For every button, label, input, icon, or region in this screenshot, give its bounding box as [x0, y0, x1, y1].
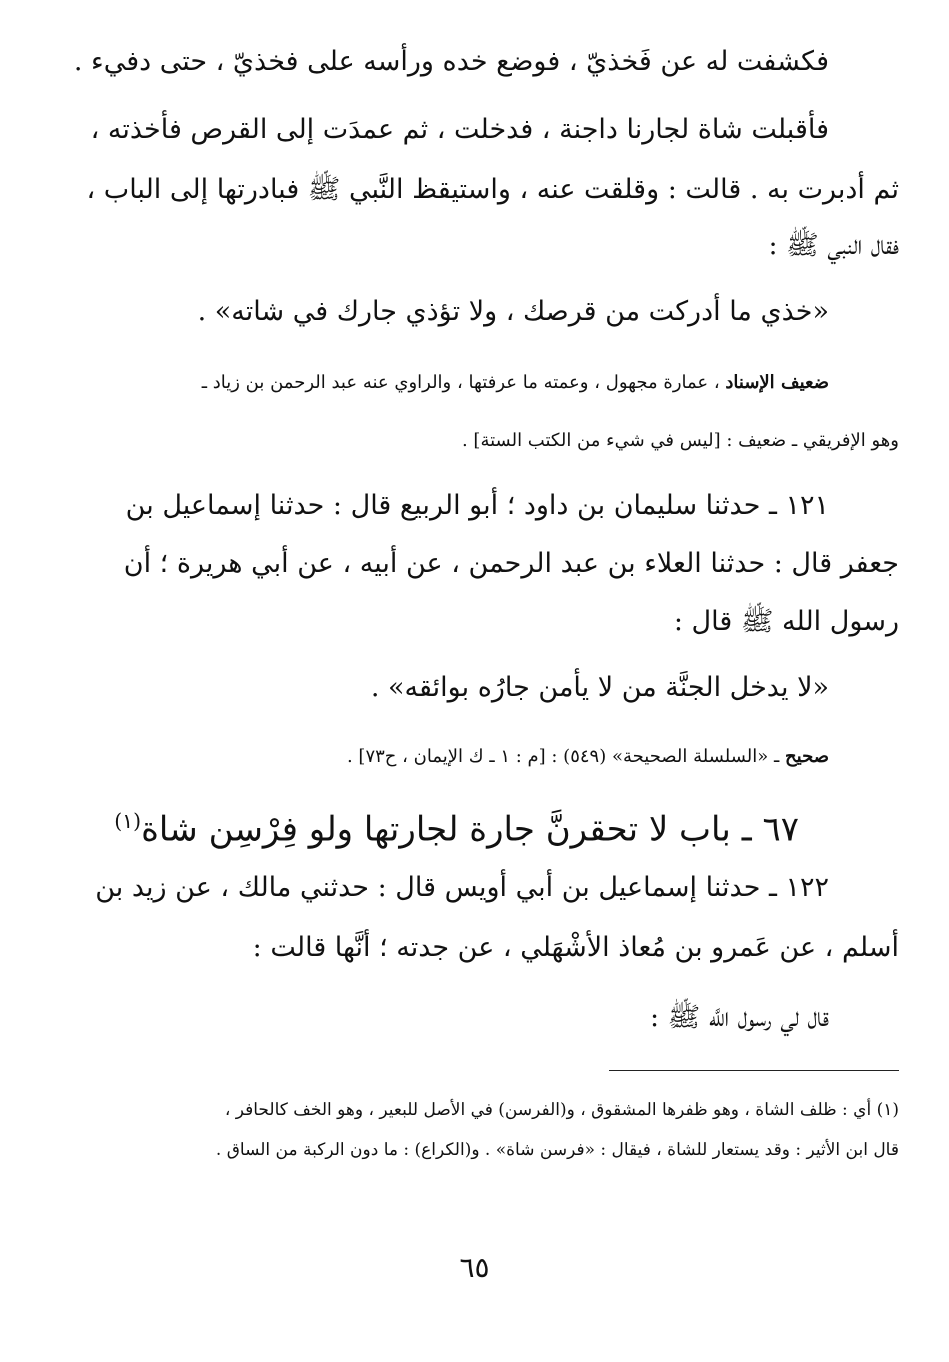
footnote-ref: (١)	[114, 809, 142, 833]
grading-text: ـ «السلسلة الصحيحة» (٥٤٩) : [م : ١ ـ ك الإيمان ، ح٧٣] .	[346, 746, 786, 767]
grading-note-continued: وهو الإفريقي ـ ضعيف : [ليس في شيء من الكتب الستة] .	[461, 430, 899, 451]
text-line: أسلم ، عن عَمرو بن مُعاذ الأشْهَلي ، عن جدته ؛ أنَّها قالت :	[252, 932, 899, 963]
text-line: فقال النبي ﷺ :	[768, 230, 899, 261]
text-line: ثم أدبرت به . قالت : وقلقت عنه ، واستيقظ النَّبي ﷺ فبادرتها إلى الباب ،	[86, 174, 899, 205]
grading-text: ، عمارة مجهول ، وعمته ما عرفتها ، والراوي عنه عبد الرحمن بن زياد ـ	[201, 372, 726, 393]
text-line: ١٢١ ـ حدثنا سليمان بن داود ؛ أبو الربيع قال : حدثنا إسماعيل بن	[125, 490, 829, 521]
text-line: فكشفت له عن فَخذيّ ، فوضع خده ورأسه على فخذيّ ، حتى دفيء .	[73, 46, 829, 77]
text-line: فأقبلت شاة لجارنا داجنة ، فدخلت ، ثم عمدَت إلى القرص فأخذته ،	[90, 114, 829, 145]
chapter-heading	[50, 796, 799, 854]
grading-note	[50, 368, 829, 398]
text-line: جعفر قال : حدثنا العلاء بن عبد الرحمن ، عن أبيه ، عن أبي هريرة ؛ أن	[123, 548, 899, 579]
footnote-separator	[609, 1070, 899, 1071]
grading-note	[50, 742, 829, 772]
footnote: (١) أي : ظلف الشاة ، وهو ظفرها المشقوق ، و(الفرسن) في الأصل للبعير ، وهو الخف كالحافر ،	[224, 1100, 899, 1120]
grading-label: ضعيف الإسناد	[725, 372, 829, 393]
hadith-quote: «لا يدخل الجنَّة من لا يأمن جارُه بوائقه» .	[370, 672, 829, 703]
hadith-quote: «خذي ما أدركت من قرصك ، ولا تؤذي جارك في شاته» .	[197, 296, 829, 327]
text-line: رسول الله ﷺ قال :	[673, 606, 899, 637]
text-line: قال لي رسول اللَّه ﷺ :	[649, 1002, 829, 1033]
footnote: قال ابن الأثير : وقد يستعار للشاة ، فيقال : «فرسن شاة» . و(الكراع) : ما دون الركبة من الساق .	[215, 1140, 899, 1160]
text-line: ١٢٢ ـ حدثنا إسماعيل بن أبي أويس قال : حدثني مالك ، عن زيد بن	[95, 872, 829, 903]
grading-label: صحيح	[785, 746, 829, 767]
page-number: ٦٥	[459, 1251, 490, 1284]
chapter-title: ٦٧ ـ باب لا تحقرنَّ جارة لجارتها ولو فِرْسِن شاة	[141, 809, 799, 850]
